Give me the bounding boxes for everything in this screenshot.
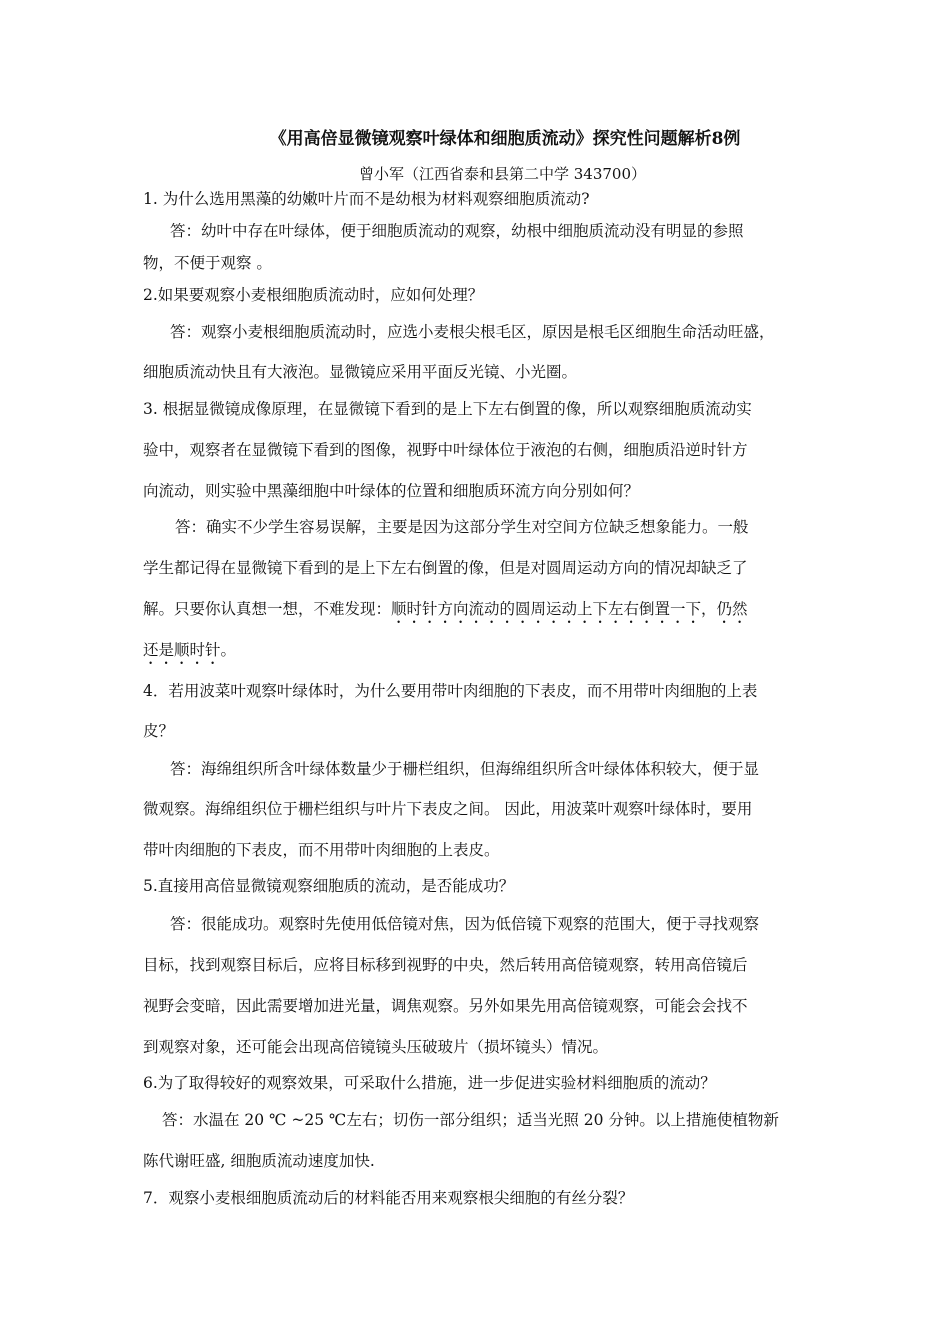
question-3-line-2: 验中，观察者在显微镜下看到的图像，视野中叶绿体位于液泡的右侧，细胞质沿逆时针方 — [143, 441, 748, 459]
answer-2-line-1: 答：观察小麦根细胞质流动时，应选小麦根尖根毛区，原因是根毛区细胞生命活动旺盛， — [170, 323, 775, 341]
question-3-line-1: 3. 根据显微镜成像原理，在显微镜下看到的是上下左右倒置的像，所以观察细胞质流动实 — [143, 400, 752, 418]
question-1: 1. 为什么选用黑藻的幼嫩叶片而不是幼根为材料观察细胞质流动? — [143, 190, 590, 208]
answer-3-emphasis: 顺时针方向流动的圆周运动上下左右倒置一下，仍然 — [391, 600, 748, 618]
answer-4-line-2: 微观察。海绵组织位于栅栏组织与叶片下表皮之间。 因此，用波菜叶观察叶绿体时，要用 — [143, 800, 753, 818]
answer-3-text: 解。只要你认真想一想，不难发现： — [143, 600, 392, 618]
question-2: 2.如果要观察小麦根细胞质流动时，应如何处理？ — [143, 286, 484, 304]
author-byline: 曾小军（江西省泰和县第二中学 343700） — [358, 165, 647, 183]
question-6: 6.为了取得较好的观察效果，可采取什么措施，进一步促进实验材料细胞质的流动？ — [143, 1074, 716, 1092]
answer-3-line-3 — [143, 597, 748, 627]
answer-3-line-1: 答：确实不少学生容易误解，主要是因为这部分学生对空间方位缺乏想象能力。一般 — [175, 518, 749, 536]
answer-5-line-1: 答：很能成功。观察时先使用低倍镜对焦，因为低倍镜下观察的范围大，便于寻找观察 — [170, 915, 760, 933]
answer-6-line-2: 陈代谢旺盛, 细胞质流动速度加快. — [143, 1152, 375, 1170]
answer-1-line-1: 答：幼叶中存在叶绿体，便于细胞质流动的观察，幼根中细胞质流动没有明显的参照 — [170, 222, 744, 240]
answer-1-line-2: 物，不便于观察 。 — [143, 254, 272, 272]
answer-5-line-3: 视野会变暗，因此需要增加进光量，调焦观察。另外如果先用高倍镜观察，可能会会找不 — [143, 997, 748, 1015]
question-4-line-2: 皮？ — [143, 722, 175, 740]
answer-2-line-2: 细胞质流动快且有大液泡。显微镜应采用平面反光镜、小光圈。 — [143, 363, 578, 381]
question-3-line-3: 向流动，则实验中黑藻细胞中叶绿体的位置和细胞质环流方向分别如何？ — [143, 482, 640, 500]
answer-4-line-3: 带叶肉细胞的下表皮，而不用带叶肉细胞的上表皮。 — [143, 841, 500, 859]
answer-5-line-2: 目标，找到观察目标后，应将目标移到视野的中央，然后转用高倍镜观察，转用高倍镜后 — [143, 956, 748, 974]
answer-6-line-1: 答：水温在 20 ℃ ~25 ℃左右；切伤一部分组织；适当光照 20 分钟。以上措施使植物新 — [162, 1111, 779, 1129]
answer-5-line-4: 到观察对象，还可能会出现高倍镜镜头压破玻片（损坏镜头）情况。 — [143, 1038, 609, 1056]
answer-4-line-1: 答：海绵组织所含叶绿体数量少于栅栏组织，但海绵组织所含叶绿体体积较大，便于显 — [170, 760, 760, 778]
question-7: 7．观察小麦根细胞质流动后的材料能否用来观察根尖细胞的有丝分裂？ — [143, 1189, 634, 1207]
page-title: 《用高倍显微镜观察叶绿体和细胞质流动》探究性问题解析8例 — [269, 129, 741, 149]
answer-3-line-4: 还是顺时针。 — [143, 641, 237, 659]
question-5: 5.直接用高倍显微镜观察细胞质的流动，是否能成功？ — [143, 877, 515, 895]
answer-3-line-2: 学生都记得在显微镜下看到的是上下左右倒置的像，但是对圆周运动方向的情况却缺乏了 — [143, 559, 748, 577]
question-4-line-1: 4．若用波菜叶观察叶绿体时，为什么要用带叶肉细胞的下表皮，而不用带叶肉细胞的上表 — [143, 682, 758, 700]
